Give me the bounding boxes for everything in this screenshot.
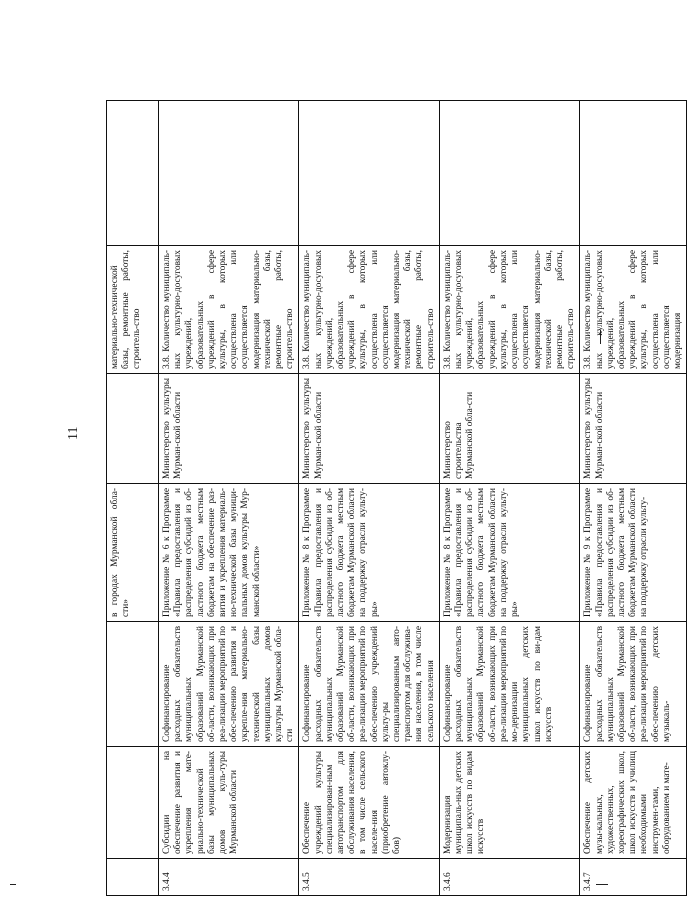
cell-indicator: 3.8. Количество муниципаль-ных культурно-досуговых учреждений, образовательных учреждений в сфере культуры, в которых осуществлена или осуществляется модернизация материально-технической базы, ремонтные работы, строитель-ство [159, 246, 299, 374]
cell-empty [159, 101, 299, 246]
cell-empty [107, 101, 159, 246]
cell-executor: Министерство культуры Мурман-ской области [299, 374, 439, 484]
cell-number: 3.4.6 [439, 859, 579, 896]
cell-indicator: 3.8. Количество муниципаль-ных культурно-досуговых учреждений, образовательных учреждений в сфере культуры, в которых осуществлена или осуществляется модернизация материально-технической базы, ремонтные работы, строитель-ство [439, 246, 579, 374]
page-number: 11 [66, 426, 81, 440]
cell-financing-form: Софинансирование расходных обязательств муниципальных образований Мурманской об-ласти, возникающих при реа-лизации мероприятий по мо-дернизации муниципальных детских школ искусств по ви-дам искусств [439, 622, 579, 747]
cell-legal-basis: Приложение № 6 к Программе «Правила предоставления и распределения субсидий из об-ластного бюджета местным бюджетам на обеспечение раз-вития и укрепления материаль-но-технической базы муници-пальных домов культуры Мур-манской области» [159, 484, 299, 622]
cell-indicator: материально-технической базы, ремонтные работы, строитель-ство [107, 246, 159, 374]
cell-indicator: 3.8. Количество муниципаль-ных культурно-досуговых учреждений, образовательных учреждений в сфере культуры, в которых осуществлена или осуществляется модернизация материально-технической базы, ремонтные работы, строитель-ство [299, 246, 439, 374]
cell-financing-form: Софинансирование расходных обязательств муниципальных образований Мурманской об-ласти, возникающих при реа-лизации мероприятий по обес-печению развития и укрепле-ния материально-технической базы муниципальных домов культуры Мурманской обла-сти [159, 622, 299, 747]
cell-executor: Министерство культуры Мурман-ской области [159, 374, 299, 484]
cell-legal-basis: в городах Мурманской обла-сти» [107, 484, 159, 622]
cell-legal-basis: Приложение № 9 к Программе «Правила предоставления и распределения субсидии из об-ластного бюджета местным бюджетам Мурманской области на поддержку отрасли культу- [580, 484, 687, 622]
cell-legal-basis: Приложение № 8 к Программе «Правила предоставления и распределения субсидии из об-ластного бюджета местным бюджетам Мурманской области на поддержку отрасли культу-ры» [439, 484, 579, 622]
cell-measure-name: Модернизация муниципаль-ных детских школ искусств по видам искусств [439, 747, 579, 859]
cell-number: 3.4.5 [299, 859, 439, 896]
cell-measure-name: Обеспечение учреждений культуры специализирован-ным автотранспортом для обслуживания населения, в том числе сельского населе-ния (приобретение автоклу-бов) [299, 747, 439, 859]
cell-empty [580, 101, 687, 246]
cell-measure-name: Субсидии на обеспечение развития и укрепления мате-риально-технической базы муниципальных домов куль-туры Мурманской области [159, 747, 299, 859]
cell-empty [439, 101, 579, 246]
table-row [107, 101, 159, 896]
rotated-table-container [106, 100, 683, 896]
table-row [439, 101, 579, 896]
cell-number: 3.4.7 [580, 859, 687, 896]
cell-number: 3.4.4 [159, 859, 299, 896]
cell-measure-name [107, 747, 159, 859]
cell-executor: Министерство культуры Мурман-ской области [580, 374, 687, 484]
cell-financing-form [107, 622, 159, 747]
table-row [299, 101, 439, 896]
table-row [580, 101, 687, 896]
cell-financing-form: Софинансирование расходных обязательств муниципальных образований Мурманской об-ласти, возникающих при реа-лизации мероприятий по обес-печению детских музыкаль- [580, 622, 687, 747]
cell-executor [107, 374, 159, 484]
cell-legal-basis: Приложение № 8 к Программе «Правила предоставления и распределения субсидии из об-ластного бюджета местным бюджетам Мурманской области на поддержку отрасли культу-ры» [299, 484, 439, 622]
cell-number [107, 859, 159, 896]
cell-empty [299, 101, 439, 246]
cell-indicator: 3.8. Количество муниципаль-ных культурно-досуговых учреждений, образовательных учреждений в сфере культуры, в которых осуществлена или осуществляется модернизация [580, 246, 687, 374]
cell-measure-name: Обеспечение детских музы-кальных, художественных, хореографических школ, школ искусств и училищ необходимыми инструмен-тами, оборудованием и мате- [580, 747, 687, 859]
cell-executor: Министерство строительства Мурманской обла-сти [439, 374, 579, 484]
scan-mark [10, 884, 16, 885]
program-measures-table [106, 100, 687, 896]
table-row [159, 101, 299, 896]
cell-financing-form: Софинансирование расходных обязательств муниципальных образований Мурманской об-ласти, возникающих при реа-лизации мероприятий по обес-печению учреждений культу-ры специализированным авто-транспортом для обслужива-ния населения, в том числе сельского населения [299, 622, 439, 747]
